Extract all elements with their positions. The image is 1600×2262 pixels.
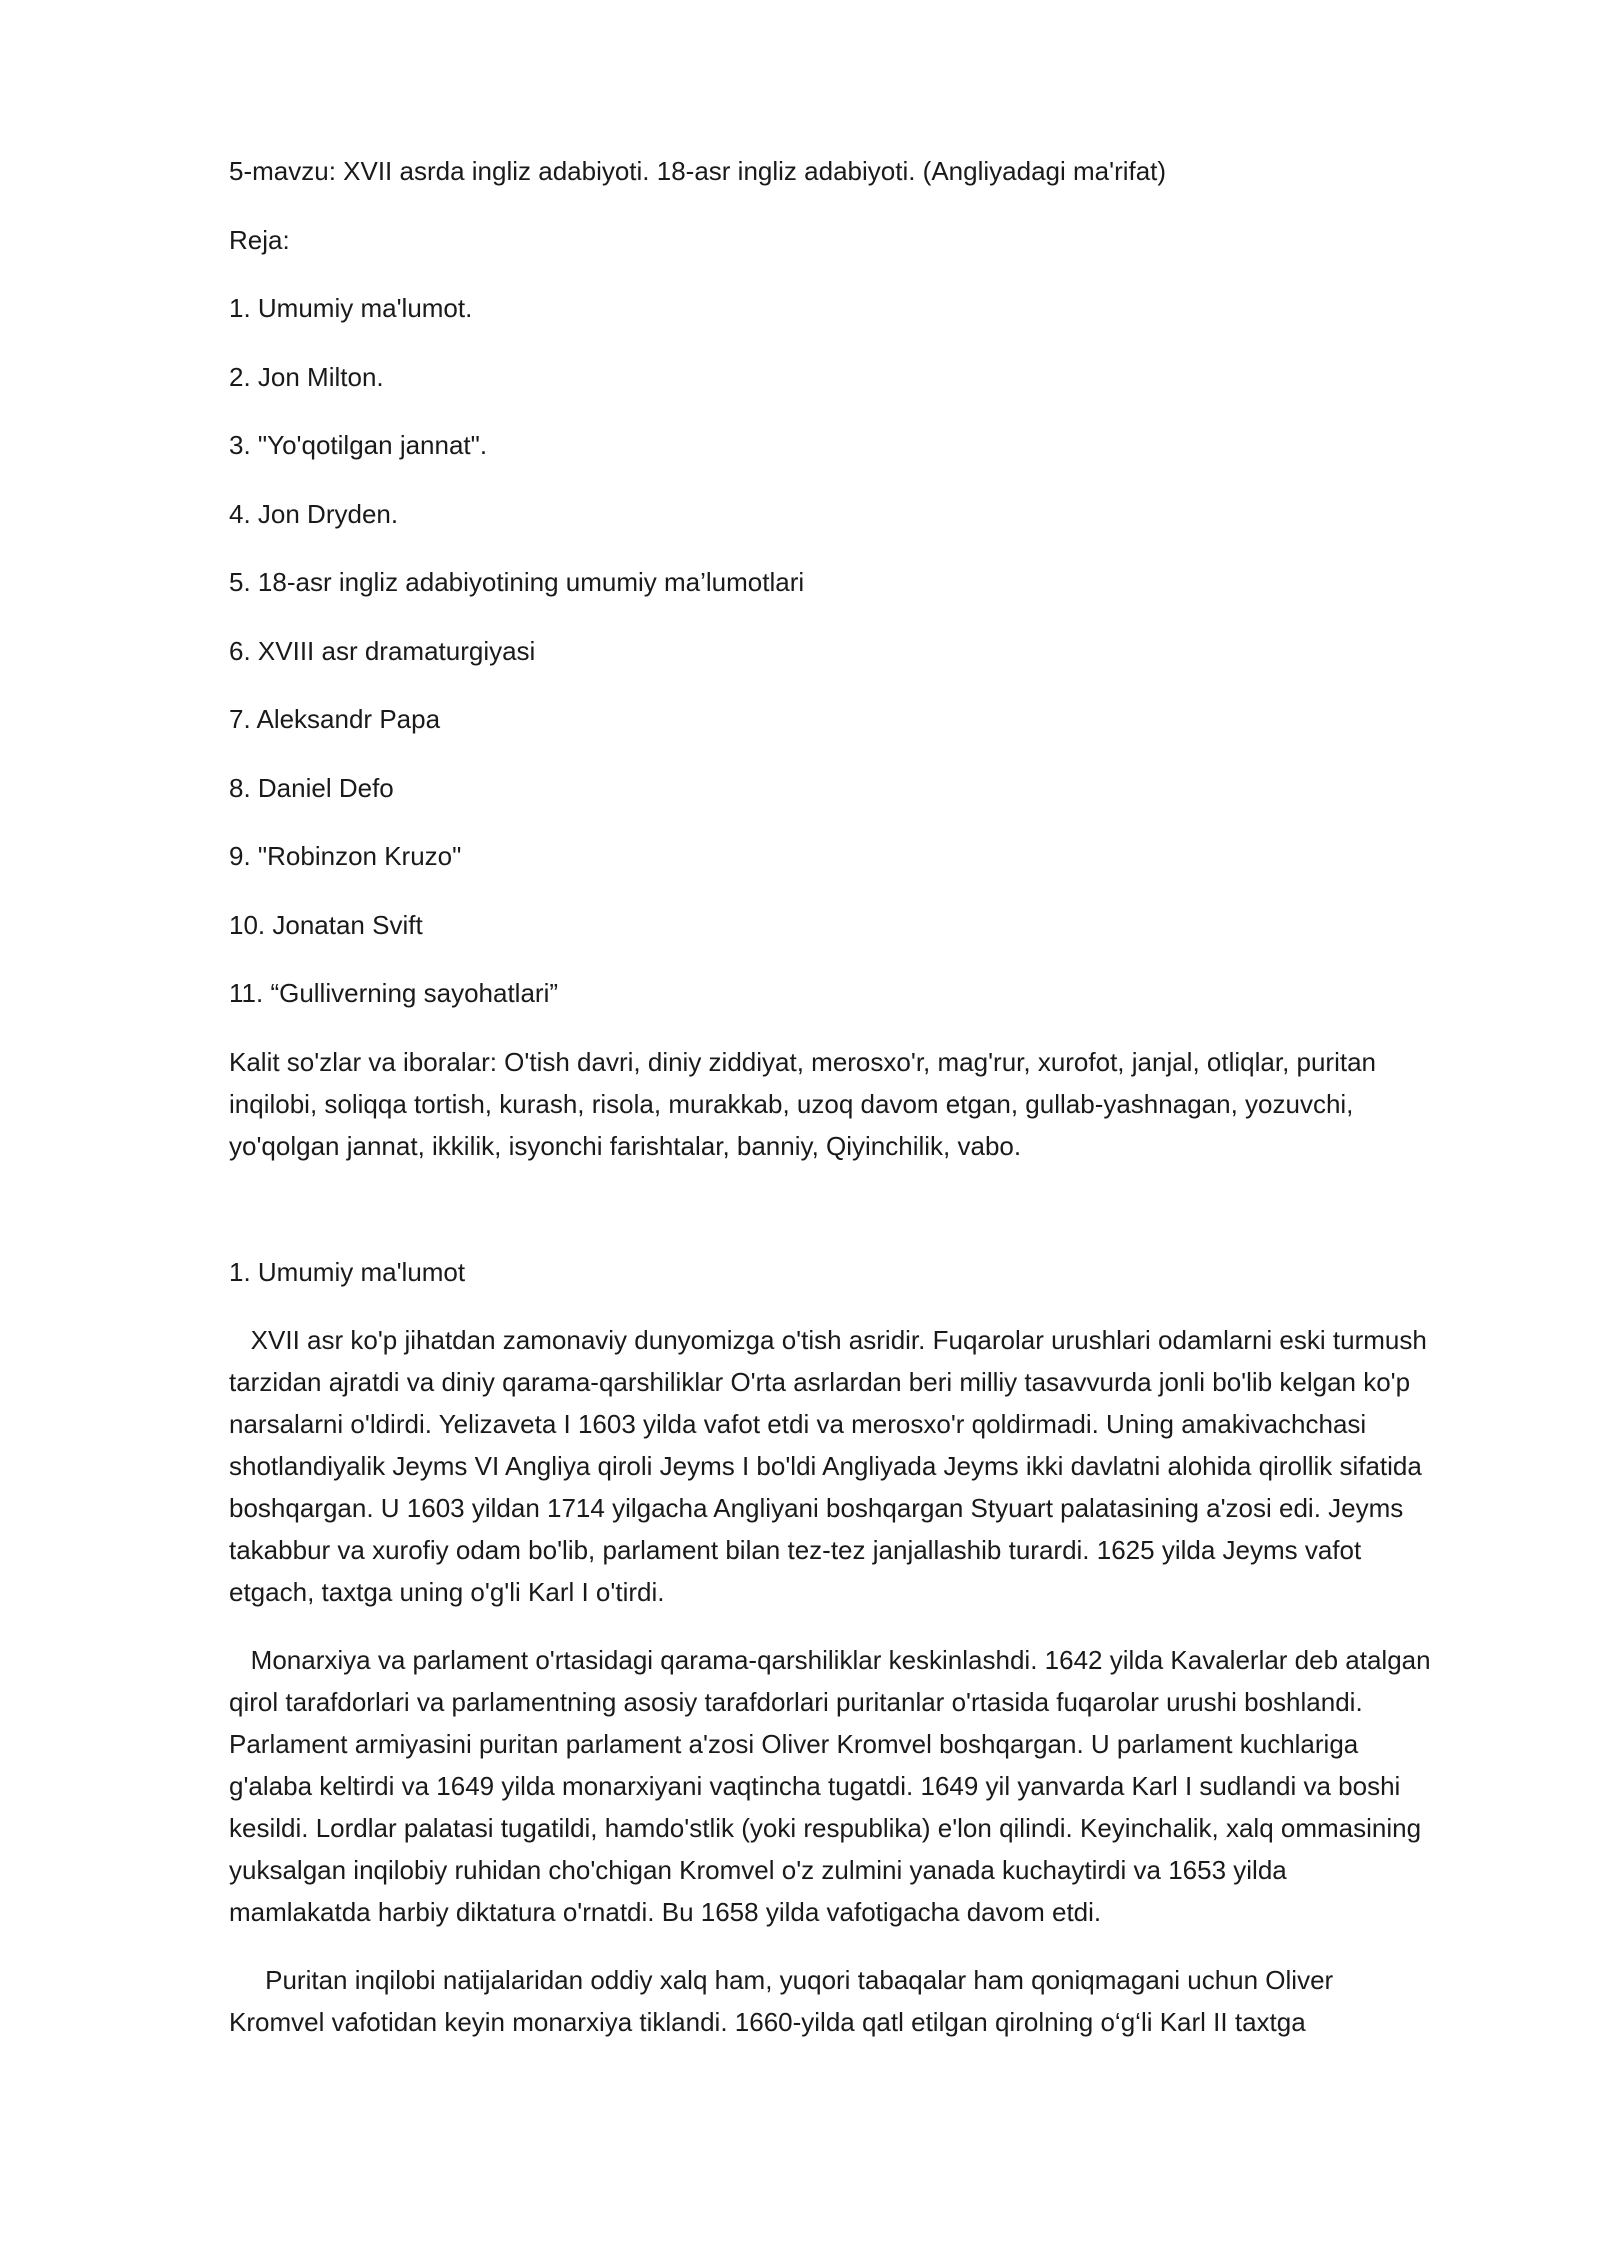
plan-item: 7. Aleksandr Papa bbox=[229, 704, 441, 734]
plan-item: 9. "Robinzon Kruzo" bbox=[229, 841, 462, 871]
keywords-line: yo'qolgan jannat, ikkilik, isyonchi farishtalar, banniy, Qiyinchilik, vabo. bbox=[229, 1130, 1022, 1161]
body-paragraph-1 bbox=[229, 1319, 1491, 1613]
paragraph-line: Monarxiya va parlament o'rtasidagi qarama-qarshiliklar keskinlashdi. 1642 yilda Kavalerlar deb atalgan bbox=[229, 1645, 1431, 1675]
paragraph-line: g'alaba keltirdi va 1649 yilda monarxiyani vaqtincha tugatdi. 1649 yil yanvarda Karl I sudlandi va boshi bbox=[229, 1771, 1401, 1801]
section-heading: 1. Umumiy ma'lumot bbox=[229, 1256, 466, 1287]
plan-item: 4. Jon Dryden. bbox=[229, 498, 399, 529]
plan-item: 5. 18-asr ingliz adabiyotining umumiy ma’lumotlari bbox=[229, 567, 805, 597]
plan-item: 11. “Gulliverning sayohatlari” bbox=[229, 978, 558, 1008]
paragraph-line: mamlakatda harbiy diktatura o'rnatdi. Bu 1658 yilda vafotigacha davom etdi. bbox=[229, 1897, 1102, 1927]
paragraph-line: Kromvel vafotidan keyin monarxiya tiklandi. 1660-yilda qatl etilgan qirolning o‘g‘li Karl II taxtga bbox=[229, 2007, 1306, 2037]
plan-item: 2. Jon Milton. bbox=[229, 361, 384, 392]
document-page bbox=[229, 150, 1519, 2043]
paragraph-line: qirol tarafdorlari va parlamentning asosiy tarafdorlari puritanlar o'rtasida fuqarolar urushi boshlandi. bbox=[229, 1687, 1363, 1717]
paragraph-line: tarzidan ajratdi va diniy qarama-qarshiliklar O'rta asrlardan beri milliy tasavvurda jonli bo'lib kelgan ko'p bbox=[229, 1367, 1411, 1397]
body-paragraph-3 bbox=[229, 1959, 1491, 2043]
body-paragraph-2 bbox=[229, 1639, 1491, 1933]
paragraph-line: takabbur va xurofiy odam bo'lib, parlament bilan tez-tez janjallashib turardi. 1625 yilda Jeyms vafot bbox=[229, 1535, 1362, 1565]
keywords-line: Kalit so'zlar va iboralar: O'tish davri, diniy ziddiyat, merosxo'r, mag'rur, xurofot, janjal, otliqlar, puritan bbox=[229, 1046, 1377, 1077]
paragraph-line: Puritan inqilobi natijalaridan oddiy xalq ham, yuqori tabaqalar ham qoniqmagani uchun Oliver bbox=[229, 1965, 1334, 1995]
plan-list bbox=[229, 287, 1519, 1014]
plan-item: 10. Jonatan Svift bbox=[229, 909, 423, 940]
paragraph-line: kesildi. Lordlar palatasi tugatildi, hamdo'stlik (yoki respublika) e'lon qilindi. Keyinchalik, xalq ommasining bbox=[229, 1813, 1422, 1843]
keywords-paragraph bbox=[229, 1041, 1491, 1167]
plan-item: 6. XVIII asr dramaturgiyasi bbox=[229, 635, 536, 666]
plan-item: 1. Umumiy ma'lumot. bbox=[229, 293, 473, 323]
plan-item: 8. Daniel Defo bbox=[229, 772, 394, 803]
paragraph-line: boshqargan. U 1603 yildan 1714 yilgacha Angliyani boshqargan Styuart palatasining a'zosi edi. Jeyms bbox=[229, 1493, 1404, 1523]
plan-label: Reja: bbox=[229, 224, 290, 255]
paragraph-line: yuksalgan inqilobiy ruhidan cho'chigan Kromvel o'z zulmini yanada kuchaytirdi va 1653 yilda bbox=[229, 1855, 1287, 1885]
plan-item: 3. "Yo'qotilgan jannat". bbox=[229, 430, 488, 460]
paragraph-line: etgach, taxtga uning o'g'li Karl I o'tirdi. bbox=[229, 1577, 665, 1607]
paragraph-line: narsalarni o'ldirdi. Yelizaveta I 1603 yilda vafot etdi va merosxo'r qoldirmadi. Uning amakivachchasi bbox=[229, 1409, 1367, 1439]
paragraph-line: shotlandiyalik Jeyms VI Angliya qiroli Jeyms I bo'ldi Angliyada Jeyms ikki davlatni alohida qirollik sifatida bbox=[229, 1451, 1422, 1481]
document-title: 5-mavzu: XVII asrda ingliz adabiyoti. 18-asr ingliz adabiyoti. (Angliyadagi ma'rifat) bbox=[229, 156, 1167, 186]
keywords-line: inqilobi, soliqqa tortish, kurash, risola, murakkab, uzoq davom etgan, gullab-yashnagan, yozuvchi, bbox=[229, 1088, 1354, 1119]
paragraph-line: Parlament armiyasini puritan parlament a'zosi Oliver Kromvel boshqargan. U parlament kuchlariga bbox=[229, 1729, 1359, 1759]
paragraph-line: XVII asr ko'p jihatdan zamonaviy dunyomizga o'tish asridir. Fuqarolar urushlari odamlarni eski turmush bbox=[229, 1325, 1427, 1355]
